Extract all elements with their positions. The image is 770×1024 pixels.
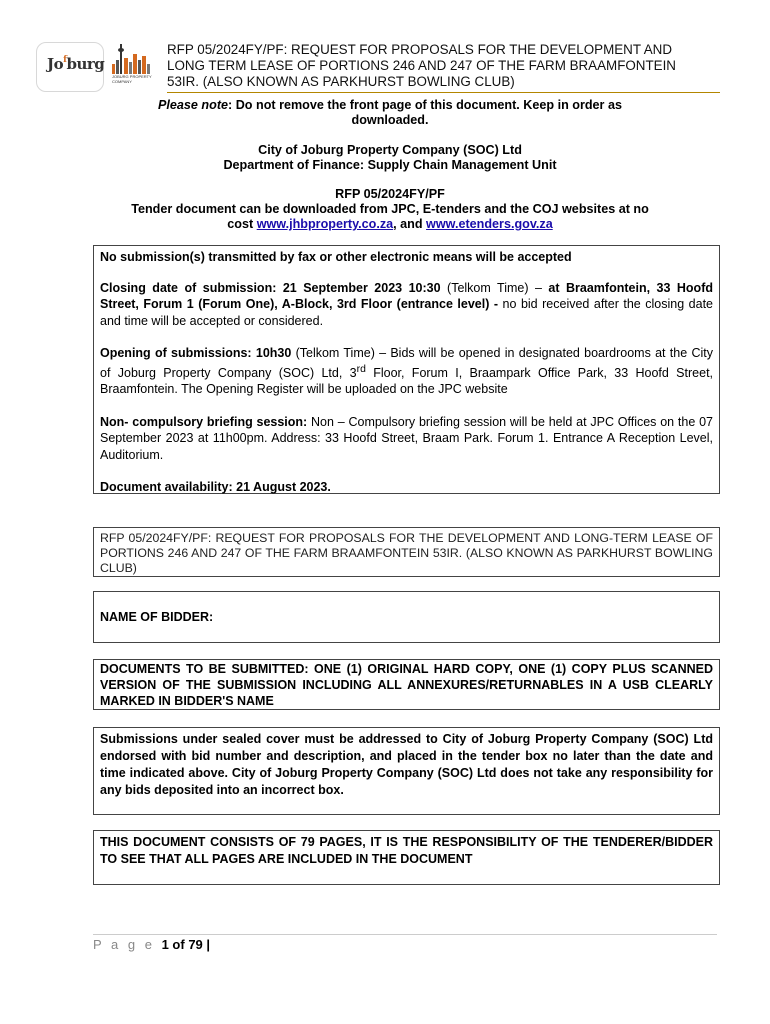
header-divider bbox=[167, 92, 720, 93]
jpc-logo-label: JOBURG PROPERTY COMPANY bbox=[112, 74, 152, 84]
note-text-cont: downloaded. bbox=[351, 113, 429, 127]
briefing-paragraph bbox=[100, 414, 713, 464]
rfp-number: RFP 05/2024FY/PF bbox=[335, 187, 445, 201]
opening-text: (Telkom Time) – Bids will be opened in designated boardrooms at the City of Joburg Property Company (SOC) Ltd, 3 bbox=[100, 346, 713, 380]
no-fax-notice: No submission(s) transmitted by fax or other electronic means will be accepted bbox=[100, 250, 572, 264]
header-title-line: LONG TERM LEASE OF PORTIONS 246 AND 247 OF THE FARM BRAAMFONTEIN bbox=[167, 58, 676, 73]
page-number: 1 of 79 | bbox=[161, 937, 211, 952]
closing-tail: no bid received after the closing date and time will be accepted or considered. bbox=[100, 297, 713, 328]
opening-paragraph bbox=[100, 345, 713, 398]
company-name: City of Joburg Property Company (SOC) Ltd bbox=[258, 143, 522, 157]
jpc-logo bbox=[108, 42, 156, 88]
header-title-line: RFP 05/2024FY/PF: REQUEST FOR PROPOSALS FOR THE DEVELOPMENT AND bbox=[167, 42, 673, 57]
download-links bbox=[90, 217, 690, 232]
page-word: P a g e bbox=[93, 937, 155, 952]
page-footer bbox=[93, 937, 210, 952]
opening-text-cont: Floor, Forum I, Braampark Office Park, 33 Hoofd Street, Braamfontein. The Opening Register will be uploaded on the JPC website bbox=[100, 365, 714, 397]
note-text: : Do not remove the front page of this document. Keep in order as bbox=[228, 98, 622, 112]
briefing-label: Non- compulsory briefing session: bbox=[100, 414, 308, 429]
bidder-name-box: NAME OF BIDDER: bbox=[93, 591, 720, 643]
closing-place: at Braamfontein, 33 Hoofd Street, Forum 1 (Forum One), A-Block, 3rd Floor (entrance level) - bbox=[100, 280, 713, 311]
header-title-line: 53IR. (ALSO KNOWN AS PARKHURST BOWLING CLUB) bbox=[167, 74, 515, 89]
footer-divider bbox=[93, 934, 717, 935]
download-text: Tender document can be downloaded from JPC, E-tenders and the COJ websites at no bbox=[131, 202, 649, 216]
joburg-logo bbox=[36, 42, 104, 92]
sealed-cover-box: Submissions under sealed cover must be addressed to City of Joburg Property Company (SOC) Ltd endorsed with bid number and description, and placed in the tender box no later than the date and time indicated above. City of Joburg Property Company (SOC) Ltd does not take any responsibility for any bids deposited into an incorrect box. bbox=[93, 727, 720, 815]
etenders-link[interactable]: www.etenders.gov.za bbox=[426, 217, 553, 231]
download-mid: , and bbox=[393, 217, 427, 231]
company-block bbox=[90, 143, 690, 173]
opening-label: Opening of submissions: 10h30 bbox=[100, 346, 292, 360]
department-name: Department of Finance: Supply Chain Management Unit bbox=[223, 158, 557, 172]
rfp-block bbox=[90, 187, 690, 232]
closing-time: (Telkom Time) – bbox=[440, 280, 549, 295]
documents-required-box: DOCUMENTS TO BE SUBMITTED: ONE (1) ORIGINAL HARD COPY, ONE (1) COPY PLUS SCANNED VERSION OF THE SUBMISSION INCLUDING ALL ANNEXURES/RETURNABLES IN A USB CLEARLY MARKED IN BIDDER'S NAME bbox=[93, 659, 720, 710]
front-page-note bbox=[90, 98, 690, 128]
joburg-logo-text: Jo$^f$burg bbox=[47, 55, 105, 73]
briefing-text: Non – Compulsory briefing session will be held at JPC Offices on the 07 September 2023 at 11h00pm. Address: 33 Hoofd Street, Braam Park. Forum 1. Entrance A Reception Level, Auditorium. bbox=[100, 414, 713, 462]
closing-label: Closing date of submission: 21 September 2023 10:30 bbox=[100, 280, 441, 295]
rfp-title-box: RFP 05/2024FY/PF: REQUEST FOR PROPOSALS FOR THE DEVELOPMENT AND LONG-TERM LEASE OF PORTIONS 246 AND 247 OF THE FARM BRAAMFONTEIN 53IR. (ALSO KNOWN AS PARKHURST BOWLING CLUB) bbox=[93, 527, 720, 577]
closing-date-paragraph bbox=[100, 280, 713, 330]
submission-info-box bbox=[93, 245, 720, 494]
header-title bbox=[167, 42, 722, 90]
download-prefix: cost bbox=[227, 217, 257, 231]
page-count-box: THIS DOCUMENT CONSISTS OF 79 PAGES, IT IS THE RESPONSIBILITY OF THE TENDERER/BIDDER TO SEE THAT ALL PAGES ARE INCLUDED IN THE DOCUMENT bbox=[93, 830, 720, 885]
document-availability: Document availability: 21 August 2023. bbox=[100, 480, 331, 495]
city-skyline-icon bbox=[108, 42, 156, 76]
note-label: Please note bbox=[158, 98, 229, 112]
opening-sup: rd bbox=[356, 363, 366, 375]
jhbproperty-link[interactable]: www.jhbproperty.co.za bbox=[256, 217, 394, 231]
